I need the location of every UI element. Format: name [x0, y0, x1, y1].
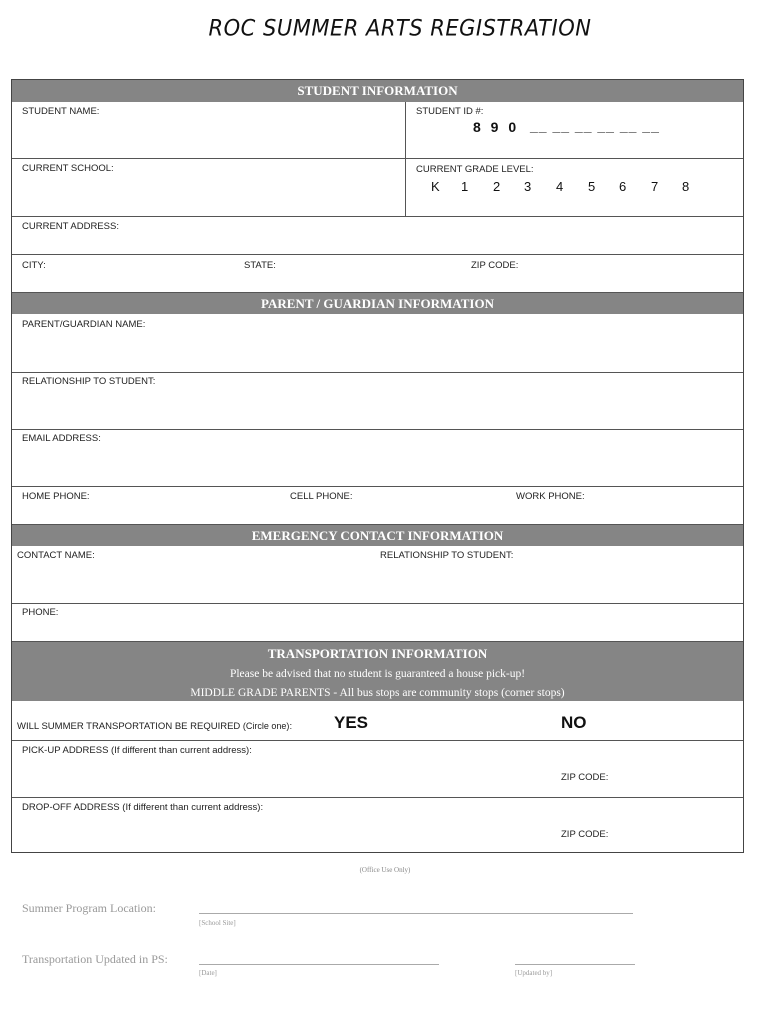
- divider: [12, 158, 743, 159]
- circle-one-hint: (Circle one): [242, 721, 290, 731]
- zip-code-label: ZIP CODE:: [471, 260, 519, 271]
- transport-required-colon: :: [289, 721, 293, 732]
- relationship-label: RELATIONSHIP TO STUDENT:: [22, 376, 156, 387]
- contact-name-label: CONTACT NAME:: [17, 550, 95, 561]
- divider: [12, 797, 743, 798]
- divider: [12, 216, 743, 217]
- office-use-header: (Office Use Only): [359, 866, 411, 874]
- student-id-label: STUDENT ID #:: [416, 106, 484, 117]
- city-label: CITY:: [22, 260, 46, 271]
- student-name-label: STUDENT NAME:: [22, 106, 100, 117]
- transport-note-pickup: Please be advised that no student is guaranteed a house pick-up!: [229, 668, 526, 680]
- program-location-label: Summer Program Location:: [22, 901, 156, 915]
- current-school-label: CURRENT SCHOOL:: [22, 163, 114, 174]
- pickup-zip-label: ZIP CODE:: [561, 772, 609, 783]
- updated-by-line[interactable]: [515, 964, 635, 965]
- divider: [12, 254, 743, 255]
- transportation-info-header: [12, 641, 743, 701]
- dropoff-zip-label: ZIP CODE:: [561, 829, 609, 840]
- transport-required-label: [17, 721, 292, 732]
- date-caption: [Date]: [199, 969, 217, 977]
- student-column-divider: [405, 102, 406, 217]
- student-id-blanks[interactable]: __ __ __ __ __ __: [530, 118, 660, 134]
- yes-option[interactable]: YES: [334, 713, 369, 732]
- grade-option[interactable]: 1: [461, 179, 469, 194]
- cell-phone-label: CELL PHONE:: [290, 491, 353, 502]
- home-phone-label: HOME PHONE:: [22, 491, 90, 502]
- parent-info-header: PARENT / GUARDIAN INFORMATION: [12, 292, 743, 314]
- grade-level-label: CURRENT GRADE LEVEL:: [416, 164, 534, 175]
- contact-phone-label: PHONE:: [22, 607, 59, 618]
- grade-option[interactable]: 6: [619, 179, 627, 194]
- no-option[interactable]: NO: [561, 713, 587, 732]
- parent-name-label: PARENT/GUARDIAN NAME:: [22, 319, 146, 330]
- work-phone-label: WORK PHONE:: [516, 491, 585, 502]
- transportation-header-title: TRANSPORTATION INFORMATION: [267, 646, 488, 661]
- transport-note-middle-grade: MIDDLE GRADE PARENTS - All bus stops are community stops (corner stops): [190, 687, 565, 699]
- updated-by-caption: [Updated by]: [515, 969, 553, 977]
- student-id-prefix: 8 9 0: [473, 119, 520, 135]
- grade-option[interactable]: 3: [524, 179, 532, 194]
- grade-option[interactable]: 4: [556, 179, 564, 194]
- date-line[interactable]: [199, 964, 439, 965]
- registration-form: [11, 79, 744, 853]
- divider: [12, 429, 743, 430]
- pickup-address-label: PICK-UP ADDRESS (If different than current address):: [22, 745, 252, 756]
- grade-option[interactable]: 2: [493, 179, 501, 194]
- divider: [12, 603, 743, 604]
- program-location-line[interactable]: [199, 913, 633, 914]
- grade-option[interactable]: 5: [588, 179, 596, 194]
- school-site-caption: [School Site]: [199, 919, 236, 927]
- divider: [12, 486, 743, 487]
- divider: [12, 372, 743, 373]
- contact-relationship-label: RELATIONSHIP TO STUDENT:: [380, 550, 514, 561]
- grade-option[interactable]: 7: [651, 179, 659, 194]
- grade-option[interactable]: K: [431, 179, 440, 194]
- form-title: ROC SUMMER ARTS REGISTRATION: [208, 15, 592, 41]
- student-info-header: STUDENT INFORMATION: [12, 80, 743, 102]
- dropoff-address-label: DROP-OFF ADDRESS (If different than current address):: [22, 802, 264, 813]
- state-label: STATE:: [244, 260, 276, 271]
- grade-option[interactable]: 8: [682, 179, 690, 194]
- transport-required-text: WILL SUMMER TRANSPORTATION BE REQUIRED: [17, 721, 241, 732]
- ps-updated-label: Transportation Updated in PS:: [22, 952, 168, 966]
- emergency-info-header: EMERGENCY CONTACT INFORMATION: [12, 524, 743, 546]
- email-label: EMAIL ADDRESS:: [22, 433, 101, 444]
- current-address-label: CURRENT ADDRESS:: [22, 221, 119, 232]
- divider: [12, 740, 743, 741]
